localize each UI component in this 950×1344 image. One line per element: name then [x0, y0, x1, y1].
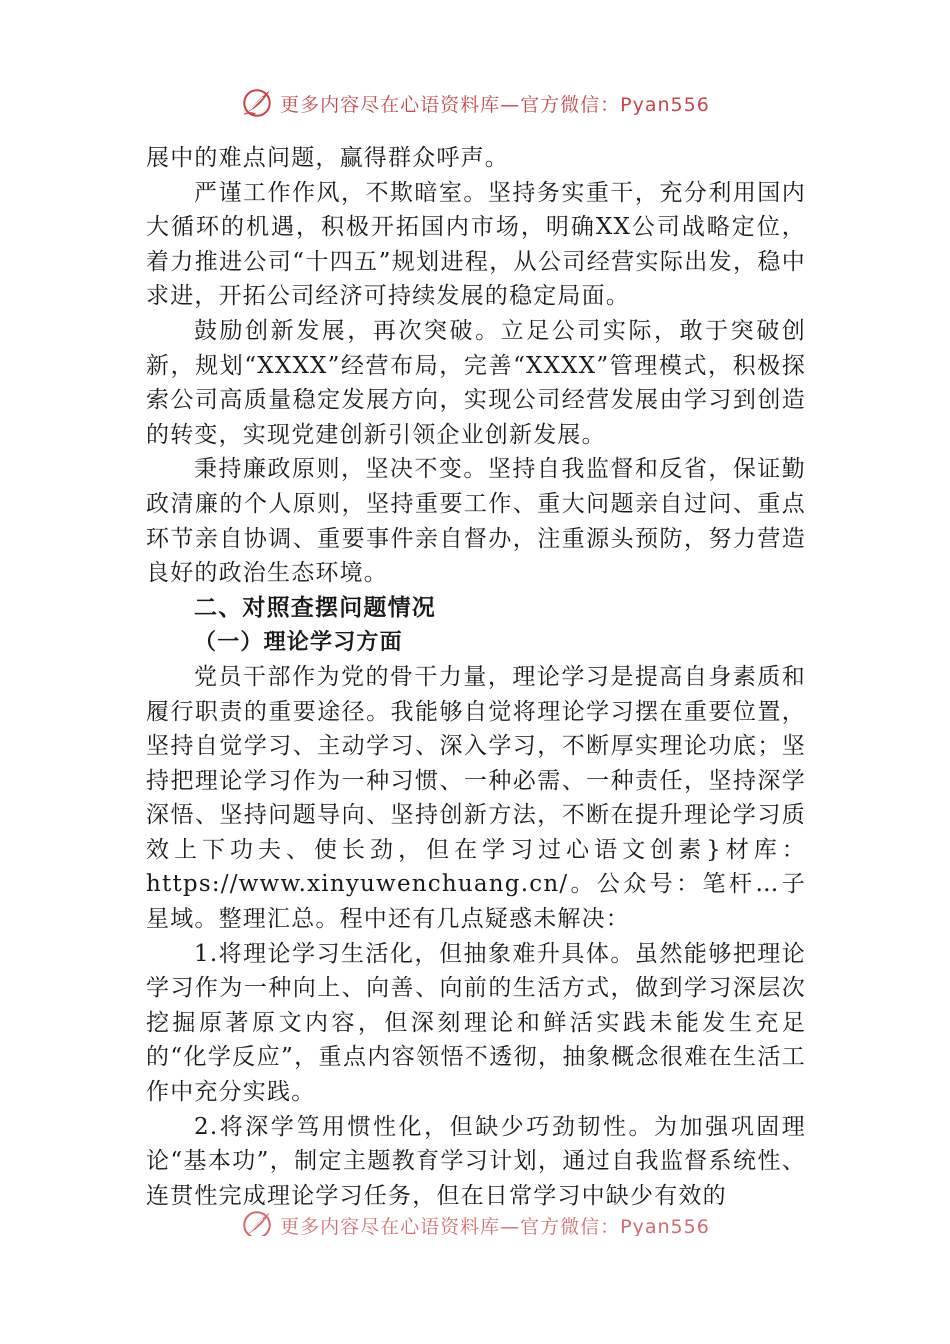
footer-watermark	[0, 1206, 950, 1236]
paragraph-continuation: 展中的难点问题，赢得群众呼声。	[146, 145, 509, 171]
quill-logo-icon	[240, 1208, 274, 1236]
paragraph-innovation: 鼓励创新发展，再次突破。立足公司实际，敢于突破创新，规划“XXXX”经营布局，完善“XXXX”管理模式，积极探索公司高质量稳定发展方向，实现公司经营发展由学习到创造的转变，实现党建创新引领企业创新发展。	[146, 317, 806, 448]
paragraph-work-style: 严谨工作作风，不欺暗室。坚持务实重干，充分利用国内大循环的机遇，积极开拓国内市场，明确XX公司战略定位，着力推进公司“十四五”规划进程，从公司经营实际出发，稳中求进，开拓公司经济可持续发展的稳定局面。	[146, 179, 806, 310]
section-heading: 二、对照查摆问题情况	[194, 594, 436, 621]
paragraph-integrity: 秉持廉政原则，坚决不变。坚持自我监督和反省，保证勤政清廉的个人原则，坚持重要工作、重大问题亲自过问、重点环节亲自协调、重要事件亲自督办，注重源头预防，努力营造良好的政治生态环境。	[146, 456, 806, 587]
watermark-text: 更多内容尽在心语资料库—官方微信：Pyan556	[280, 1215, 710, 1236]
quill-logo-icon	[240, 86, 274, 120]
document-body	[146, 141, 806, 1213]
paragraph-theory-study: 党员干部作为党的骨干力量，理论学习是提高自身素质和履行职责的重要途径。我能够自觉将理论学习摆在重要位置，坚持自觉学习、主动学习、深入学习，不断厚实理论功底；坚持把理论学习作为一种习惯、一种必需、一种责任，坚持深学深悟、坚持问题导向、坚持创新方法，不断在提升理论学习质效上下功夫、使长劲，但在学习过心语文创素}材库：https://www.xinyuwenchuang.cn/。公众号：笔杆…子星域。整理汇总。程中还有几点疑惑未解决：	[146, 663, 806, 933]
subsection-heading: （一）理论学习方面	[194, 629, 403, 656]
paragraph-point-1: 1.将理论学习生活化，但抽象难升具体。虽然能够把理论学习作为一种向上、向善、向前的生活方式，做到学习深层次挖掘原著原文内容，但深刻理论和鲜活实践未能发生充足的“化学反应”，重点内容领悟不透彻，抽象概念很难在生活工作中充分实践。	[146, 940, 806, 1106]
watermark-text: 更多内容尽在心语资料库—官方微信：Pyan556	[280, 93, 710, 116]
paragraph-point-2: 2.将深学笃用惯性化，但缺少巧劲韧性。为加强巩固理论“基本功”，制定主题教育学习计划，通过自我监督系统性、连贯性完成理论学习任务，但在日常学习中缺少有效的	[146, 1113, 806, 1209]
header-watermark	[0, 83, 950, 123]
